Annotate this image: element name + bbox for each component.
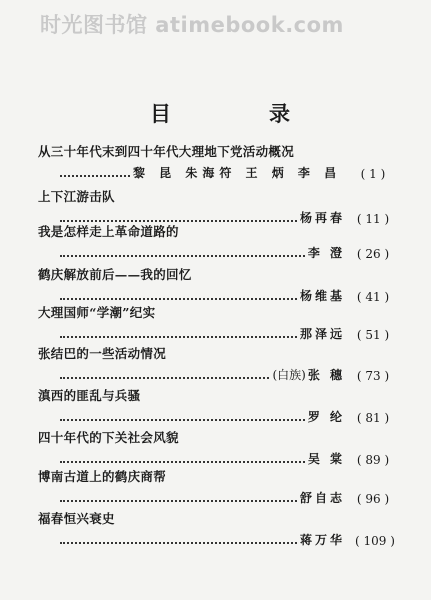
entry-page: ( 89 ): [356, 453, 390, 467]
entry-author: 李 澄: [307, 246, 345, 260]
toc-entry: [0, 509, 431, 553]
entry-page: ( 11 ): [356, 212, 390, 226]
entry-title: 福春恒兴衰史: [38, 511, 115, 526]
entry-leader-row: [60, 243, 391, 261]
toc-entry: [0, 142, 431, 186]
leader-dots: [60, 461, 305, 463]
entry-author: 蒋万华: [299, 533, 345, 547]
entry-title: 从三十年代末到四十年代大理地下党活动概况: [38, 144, 295, 159]
leader-dots: [60, 419, 305, 421]
entry-author: 张 穗: [307, 368, 345, 382]
entry-author: 罗 纶: [307, 410, 345, 424]
entry-leader-row: [60, 324, 391, 342]
entry-title: 鹤庆解放前后——我的回忆: [38, 267, 192, 282]
entry-author: 吴 棠: [307, 452, 345, 466]
title-char-left: 目: [150, 101, 171, 126]
entry-title: 上下江游击队: [38, 189, 115, 204]
entry-leader-row: [60, 488, 391, 506]
title-char-right: 录: [269, 101, 290, 126]
entry-author: 杨再春: [299, 211, 345, 225]
entry-title: 张结巴的一些活动情况: [38, 346, 167, 361]
entry-title: 四十年代的下关社会风貌: [38, 430, 179, 445]
entry-page: ( 73 ): [356, 369, 390, 383]
entry-leader-row: [60, 530, 395, 548]
leader-dots: [60, 377, 269, 379]
entry-page: ( 26 ): [356, 247, 390, 261]
entry-title: 博南古道上的鹤庆商帮: [38, 469, 167, 484]
leader-dots: [60, 500, 297, 502]
entry-leader-row: [60, 286, 391, 304]
leader-dots: [60, 336, 297, 338]
entry-author: 杨维基: [299, 289, 345, 303]
toc-entry: [0, 222, 431, 266]
entry-page: ( 51 ): [356, 328, 390, 342]
entry-title: 我是怎样走上革命道路的: [38, 224, 179, 239]
entry-leader-row: [60, 407, 391, 425]
entry-page: ( 81 ): [356, 411, 390, 425]
entry-author-ethnicity: (白族): [272, 368, 306, 382]
entry-title: 滇西的匪乱与兵骚: [38, 388, 141, 403]
entry-author: 黎 昆 朱海符 王 炳 李 昌: [133, 166, 342, 180]
toc-entry: [0, 467, 431, 511]
entry-author: 那泽远: [299, 327, 345, 341]
entry-leader-row: [60, 449, 391, 467]
toc-entry: [0, 303, 431, 347]
entry-author: 舒自志: [299, 491, 345, 505]
leader-dots: [60, 542, 297, 544]
toc-entry: [0, 386, 431, 430]
entry-leader-row: [60, 163, 391, 181]
entry-page: ( 1 ): [360, 167, 386, 181]
toc-entry: [0, 344, 431, 388]
entry-page: ( 96 ): [356, 492, 390, 506]
watermark: 时光图书馆 atimebook.com: [40, 13, 344, 37]
toc-entry: [0, 428, 431, 472]
leader-dots: [60, 255, 305, 257]
leader-dots: [60, 175, 130, 177]
page-title: [150, 98, 290, 128]
entry-page: ( 109 ): [355, 534, 395, 548]
leader-dots: [60, 298, 297, 300]
entry-title: 大理国师“学潮”纪实: [38, 305, 156, 320]
entry-page: ( 41 ): [356, 290, 390, 304]
entry-leader-row: [60, 365, 391, 383]
